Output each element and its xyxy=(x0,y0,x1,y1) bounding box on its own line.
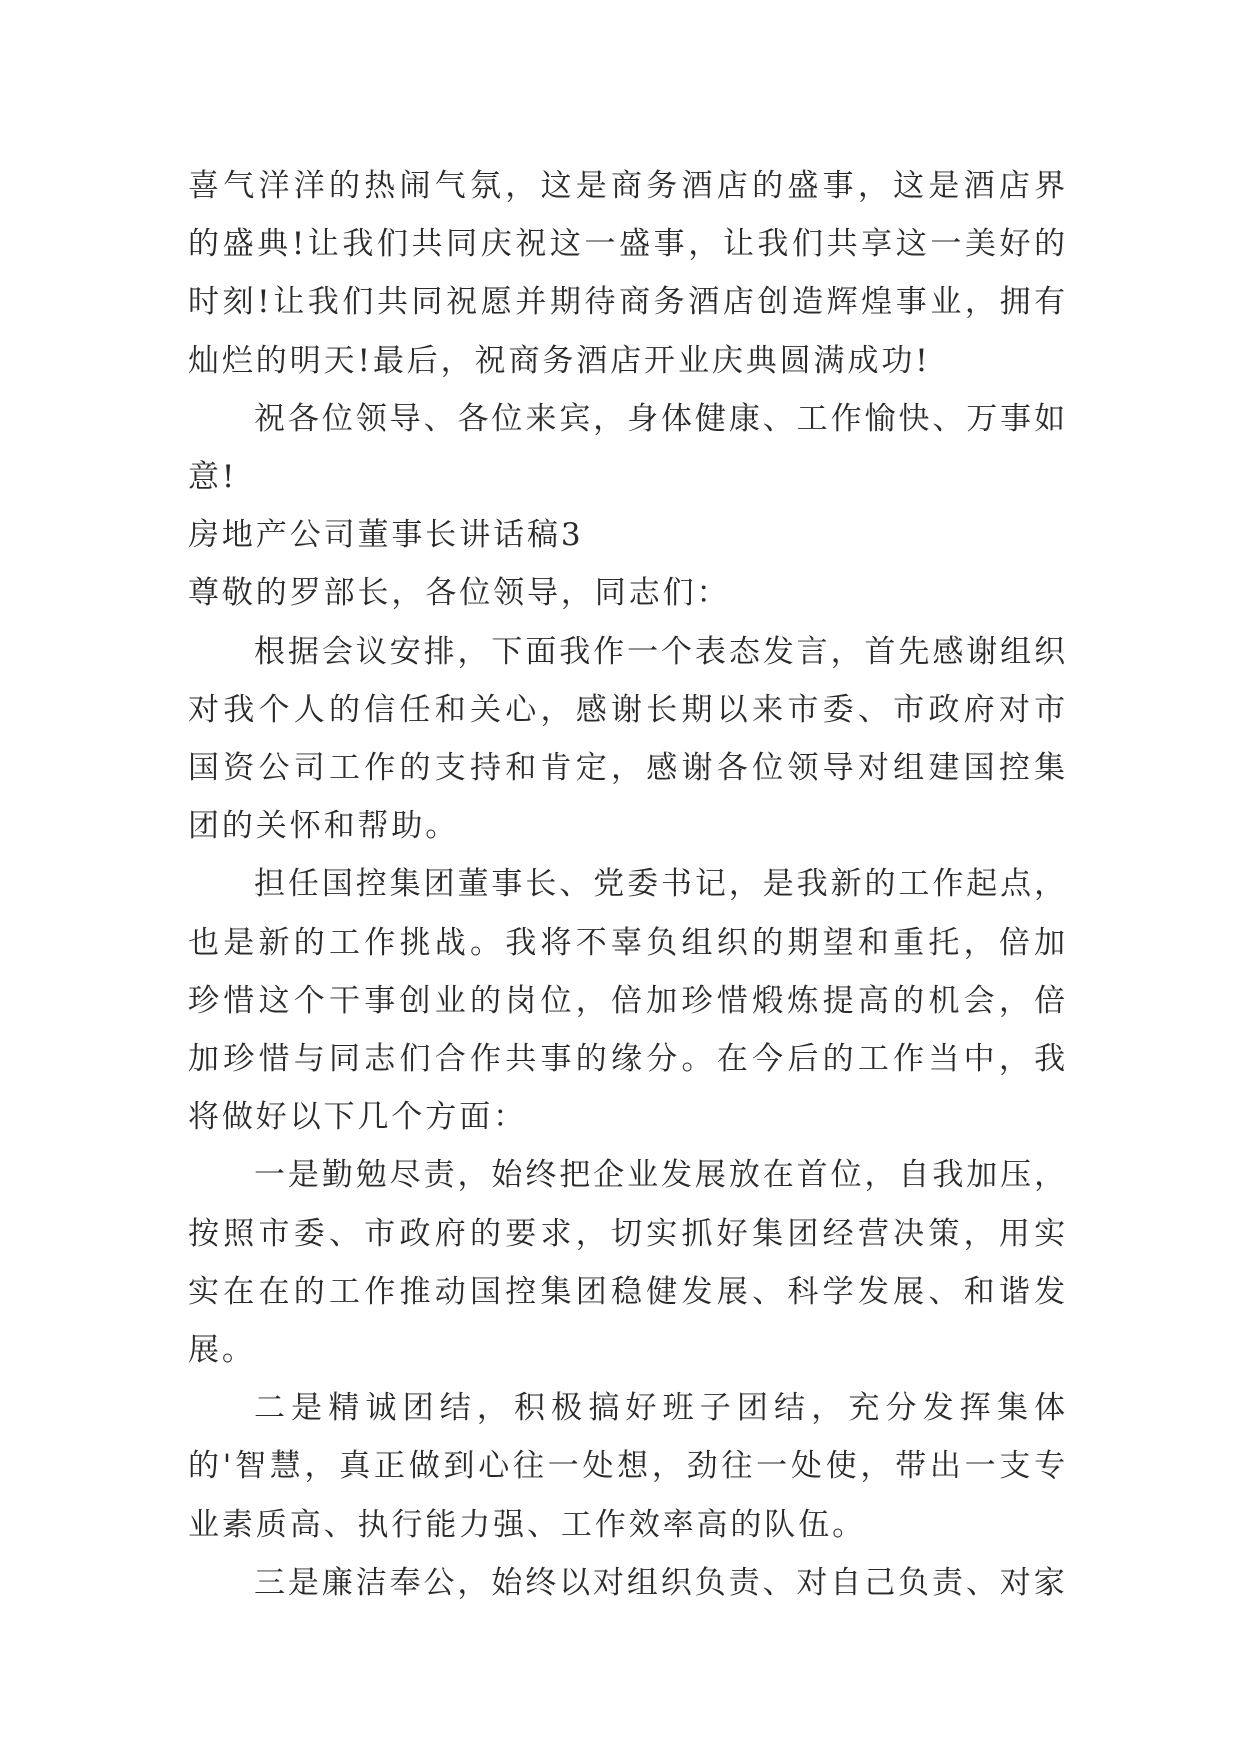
paragraph-point-one: 一是勤勉尽责，始终把企业发展放在首位，自我加压，按照市委、市政府的要求，切实抓好集团经营决策，用实实在在的工作推动国控集团稳健发展、科学发展、和谐发展。 xyxy=(188,1157,1068,1369)
salutation: 尊敬的罗部长，各位领导，同志们： xyxy=(188,575,731,612)
section-heading: 房地产公司董事长讲话稿3 xyxy=(188,517,584,554)
paragraph-new-role: 担任国控集团董事长、党委书记，是我新的工作起点，也是新的工作挑战。我将不辜负组织的期望和重托，倍加珍惜这个干事创业的岗位，倍加珍惜煅炼提高的机会，倍加珍惜与同志们合作共事的缘分。在今后的工作当中，我将做好以下几个方面： xyxy=(188,866,1068,1136)
paragraph-point-two: 二是精诚团结，积极搞好班子团结，充分发挥集体的'智慧，真正做到心往一处想，劲往一处使，带出一支专业素质高、执行能力强、工作效率高的队伍。 xyxy=(188,1390,1068,1543)
paragraph-hotel-celebration: 喜气洋洋的热闹气氛，这是商务酒店的盛事，这是酒店界的盛典!让我们共同庆祝这一盛事，让我们共享这一美好的时刻!让我们共同祝愿并期待商务酒店创造辉煌事业，拥有灿烂的明天!最后，祝商务酒店开业庆典圆满成功! xyxy=(188,168,1068,379)
document-body xyxy=(188,157,1068,1612)
paragraph-point-three: 三是廉洁奉公，始终以对组织负责、对自己负责、对家 xyxy=(254,1564,1068,1601)
paragraph-wishes: 祝各位领导、各位来宾，身体健康、工作愉快、万事如意! xyxy=(188,400,1068,496)
paragraph-thanks: 根据会议安排，下面我作一个表态发言，首先感谢组织对我个人的信任和关心，感谢长期以来市委、市政府对市国资公司工作的支持和肯定，感谢各位领导对组建国控集团的关怀和帮助。 xyxy=(188,633,1068,845)
